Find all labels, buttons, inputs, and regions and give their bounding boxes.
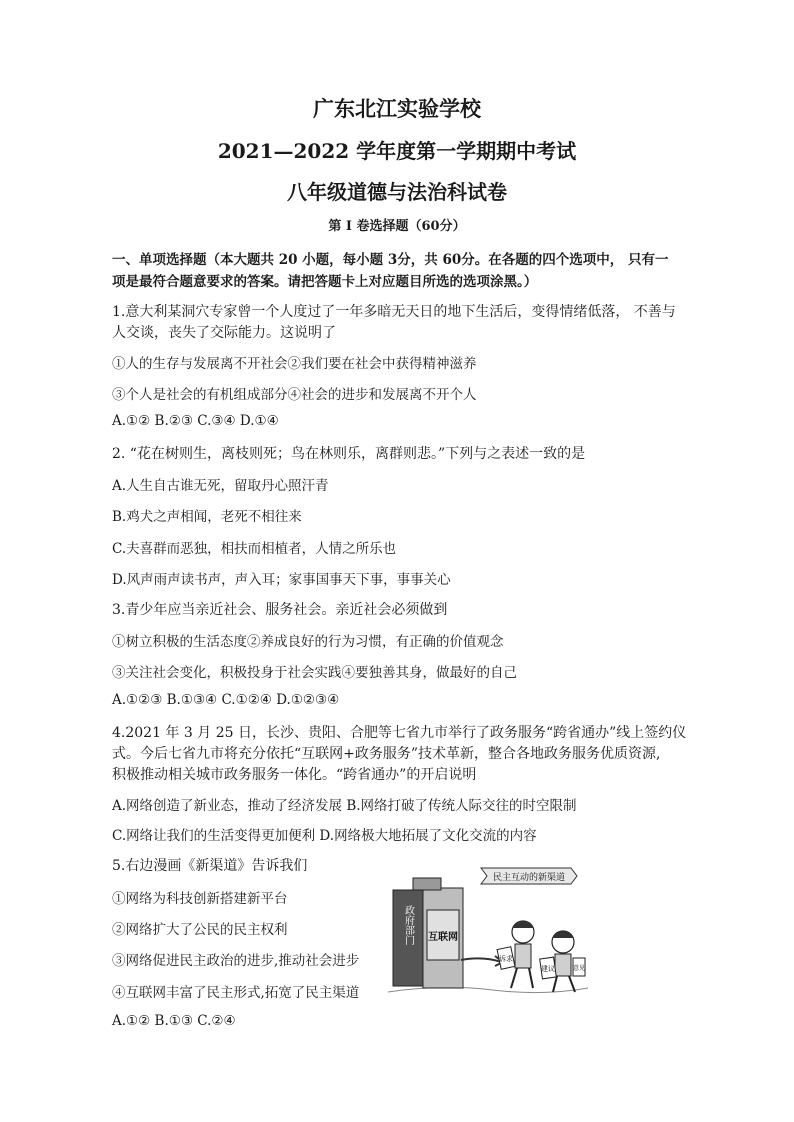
- instruction-line-1: 一、单项选择题（本大题共 20 小题，每小题 3分，共 60分。在各题的四个选项中， 只有一: [112, 252, 669, 268]
- cartoon-sign-3: 意见: [572, 965, 586, 972]
- school-name: 广东北江实验学校: [313, 96, 481, 121]
- q5-options: A.①② B.①③ C.②④: [112, 1013, 236, 1029]
- cartoon-banner: [481, 868, 577, 884]
- q5-statement-3: ③网络促进民主政治的进步,推动社会进步: [112, 953, 360, 969]
- exam-title: 2021—2022 学年度第一学期期中考试: [217, 139, 577, 163]
- q1-stem-line-2: 人交谈，丧失了交际能力。这说明了: [112, 325, 336, 341]
- q5-stem: 5.右边漫画《新渠道》告诉我们: [112, 858, 308, 874]
- q1-options: A.①② B.②③ C.③④ D.①④: [112, 413, 279, 429]
- q1-stem-line-1: 1.意大利某洞穴专家曾一个人度过了一年多暗无天日的地下生活后，变得情绪低落， 不善与: [112, 304, 676, 320]
- q1-statement-1: ①人的生存与发展离不开社会②我们要在社会中获得精神滋养: [112, 356, 477, 372]
- cartoon-sign-2: 建议: [541, 965, 555, 973]
- q3-statement-1: ①树立积极的生活态度②养成良好的行为习惯，有正确的价值观念: [112, 634, 504, 650]
- q4-stem-line-3: 积极推动相关城市政务服务一体化。“跨省通办”的开启说明: [112, 767, 477, 783]
- cartoon-building-label: 政府部门: [402, 905, 414, 945]
- q2-option-d: D.风声雨声读书声，声入耳；家事国事天下事，事事关心: [112, 572, 451, 588]
- q5-statement-1: ①网络为科技创新搭建新平台: [112, 891, 288, 907]
- cartoon-banner-text: 民主互动的新渠道: [492, 873, 566, 883]
- q4-options-ab: A.网络创造了新业态，推动了经济发展 B.网络打破了传统人际交往的时空限制: [112, 798, 577, 814]
- section-heading: 第 I 卷选择题（60分）: [328, 219, 466, 234]
- q3-statement-2: ③关注社会变化，积极投身于社会实践④要独善其身，做最好的自己: [112, 665, 517, 681]
- q3-stem: 3.青少年应当亲近社会、服务社会。亲近社会必须做到: [112, 602, 448, 618]
- q5-statement-2: ②网络扩大了公民的民主权利: [112, 922, 288, 938]
- q2-stem: 2. “花在树则生，离枝则死；鸟在林则乐，离群则悲。”下列与之表述一致的是: [112, 446, 586, 462]
- q2-option-c: C.夫喜群而恶独，相扶而相植者，人情之所乐也: [112, 541, 397, 557]
- paper-title: 八年级道德与法治科试卷: [287, 180, 507, 204]
- cartoon-screen-label: 互联网: [428, 932, 458, 943]
- q4-stem-line-2: 式。今后七省九市将充分依托“互联网+政务服务”技术革新，整合各地政务服务优质资源,: [112, 746, 661, 762]
- q2-option-b: B.鸡犬之声相闻，老死不相往来: [112, 509, 302, 525]
- q4-options-cd: C.网络让我们的生活变得更加便利 D.网络极大地拓展了文化交流的内容: [112, 828, 537, 844]
- cartoon-government-building: [393, 878, 463, 988]
- q2-option-a: A.人生自古谁无死，留取丹心照汗青: [112, 478, 329, 494]
- q5-statement-4: ④互联网丰富了民主形式,拓宽了民主渠道: [112, 985, 360, 1001]
- instruction-line-2: 项是最符合题意要求的答案。请把答题卡上对应题目所选的选项涂黑。）: [112, 274, 538, 290]
- cartoon-new-channel-image: [383, 860, 593, 1000]
- q1-statement-2: ③个人是社会的有机组成部分④社会的进步和发展离不开个人: [112, 387, 477, 403]
- q4-stem-line-1: 4.2021 年 3 月 25 日，长沙、贵阳、合肥等七省九市举行了政务服务“跨省通办”线上签约仪: [112, 725, 687, 741]
- q3-options: A.①②③ B.①③④ C.①②④ D.①②③④: [112, 692, 340, 708]
- cartoon-sign-1: 诉求: [499, 955, 513, 963]
